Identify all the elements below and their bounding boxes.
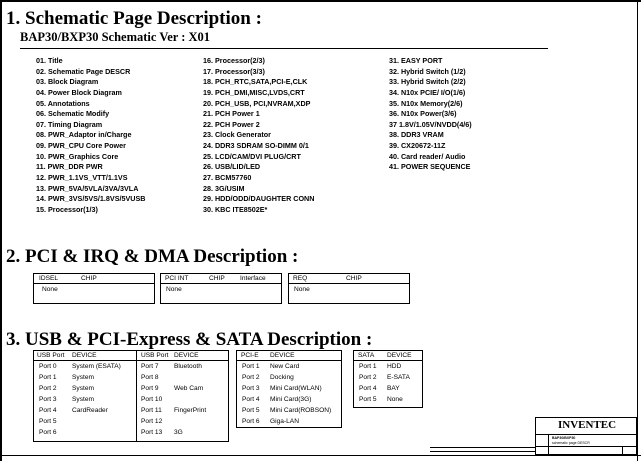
table-cell: Port 4 — [359, 385, 377, 392]
page-list-item: 40. Card reader/ Audio — [389, 151, 466, 161]
page-list-item: 27. BCM57760 — [203, 173, 252, 183]
table-cell: New Card — [270, 363, 300, 370]
pci-int-table — [160, 273, 282, 304]
page-list-item: 41. POWER SEQUENCE — [389, 162, 471, 172]
page-list-item: 31. EASY PORT — [389, 56, 443, 65]
page-list-column-2 — [203, 56, 314, 216]
table-cell: System — [72, 396, 94, 403]
table-cell: Mini Card(3G) — [270, 396, 312, 403]
table-cell: Port 2 — [359, 374, 377, 381]
section1-subtitle: BAP30/BXP30 Schematic Ver : X01 — [20, 30, 211, 44]
section3-title: 3. USB & PCI-Express & SATA Description : — [6, 329, 373, 350]
table-cell: E-SATA — [387, 374, 410, 381]
revision-strip-line — [430, 451, 535, 452]
column-header: CHIP — [346, 275, 362, 282]
table-cell: Port 7 — [141, 363, 159, 370]
table-cell: Port 6 — [39, 429, 57, 436]
section1-title: 1. Schematic Page Description : — [6, 8, 262, 29]
table-header — [161, 274, 281, 284]
table-cell: 3G — [174, 429, 183, 436]
column-header: PCI INT — [165, 275, 189, 282]
table-cell: Port 1 — [242, 363, 260, 370]
table-cell: System (ESATA) — [72, 363, 121, 370]
column-header: CHIP — [209, 275, 225, 282]
page-list-item: 26. USB/LID/LED — [203, 162, 261, 172]
company-name: INVENTEC — [558, 419, 617, 431]
table-cell: Web Cam — [174, 385, 204, 392]
page-list-item: 29. HDD/ODD/DAUGHTER CONN — [203, 194, 315, 204]
table-cell: Mini Card(WLAN) — [270, 385, 322, 392]
table-header — [354, 351, 422, 361]
table-cell: Giga-LAN — [270, 418, 299, 425]
column-header: DEVICE — [270, 352, 295, 359]
column-header: USB Port — [141, 352, 169, 359]
idsel-table — [33, 273, 155, 304]
page-list-item: 17. Processor(3/3) — [203, 66, 265, 76]
table-cell: System — [72, 374, 94, 381]
title-block-sheet-title: schematic page DESCR — [552, 441, 590, 445]
table-cell: Port 8 — [141, 374, 159, 381]
usb-table — [33, 350, 229, 442]
column-header: DEVICE — [387, 352, 412, 359]
title-block-divider — [536, 434, 636, 435]
column-header: DEVICE — [72, 352, 97, 359]
table-cell: Port 2 — [39, 385, 57, 392]
page-list-item: 08. PWR_Adaptor in/Charge — [36, 130, 132, 140]
page-list-item: 23. Clock Generator — [203, 130, 271, 140]
page-list-item: 21. PCH Power 1 — [203, 109, 260, 119]
page-list-item: 25. LCD/CAM/DVI PLUG/CRT — [203, 151, 301, 161]
page-list-item: 15. Processor(1/3) — [36, 204, 98, 214]
page-list-item: 37 1.8V/1.05V/NVDD(4/6) — [389, 119, 472, 129]
title-block-project: BAP30/BXP30 — [552, 436, 576, 440]
revision-strip-line — [430, 447, 535, 448]
page-list-item: 36. N10x Power(3/6) — [389, 109, 457, 119]
column-header: SATA — [358, 352, 375, 359]
table-cell: Port 4 — [242, 396, 260, 403]
sata-table — [353, 350, 423, 408]
table-cell: HDD — [387, 363, 402, 370]
table-cell: Port 0 — [39, 363, 57, 370]
table-divider — [136, 351, 137, 441]
page-list-item: 28. 3G/USIM — [203, 183, 245, 193]
page-list-item: 02. Schematic Page DESCR — [36, 66, 131, 76]
table-cell: Port 2 — [242, 374, 260, 381]
table-cell: None — [166, 286, 182, 293]
table-cell: BAY — [387, 385, 400, 392]
title-underline — [20, 48, 548, 49]
page-list-item: 06. Schematic Modify — [36, 109, 110, 119]
page-list-item: 05. Annotations — [36, 98, 90, 108]
table-cell: Port 13 — [141, 429, 163, 436]
page-list-item: 13. PWR_5VA/5VLA/3VA/3VLA — [36, 183, 139, 193]
table-cell: None — [42, 286, 58, 293]
page-list-item: 10. PWR_Graphics Core — [36, 151, 119, 161]
table-cell: Port 5 — [359, 396, 377, 403]
title-block-divider — [548, 434, 549, 454]
page-list-item: 14. PWR_3VS/5VS/1.8VS/5VUSB — [36, 194, 146, 204]
table-cell: Docking — [270, 374, 294, 381]
page-list-item: 07. Timing Diagram — [36, 119, 103, 129]
table-cell: Port 1 — [359, 363, 377, 370]
title-block-divider — [622, 446, 623, 454]
table-cell: Port 5 — [39, 418, 57, 425]
page-list-item: 39. CX20672-11Z — [389, 141, 446, 151]
table-cell: System — [72, 385, 94, 392]
table-cell: Port 3 — [242, 385, 260, 392]
table-header — [289, 274, 409, 284]
column-header: USB Port — [37, 352, 65, 359]
page-list-item: 38. DDR3 VRAM — [389, 130, 444, 140]
column-header: CHIP — [81, 275, 97, 282]
table-cell: Port 12 — [141, 418, 163, 425]
page-list-item: 30. KBC ITE8502E* — [203, 204, 268, 214]
column-header: Interface — [240, 275, 266, 282]
table-cell: None — [387, 396, 403, 403]
table-cell: Port 11 — [141, 407, 162, 414]
column-header: IDSEL — [39, 275, 59, 282]
title-block-divider — [536, 446, 636, 447]
frame-border-right — [637, 0, 638, 461]
table-cell: Port 1 — [39, 374, 57, 381]
table-cell: Port 10 — [141, 396, 163, 403]
page-list-item: 22. PCH Power 2 — [203, 119, 260, 129]
table-cell: FingerPrint — [174, 407, 207, 414]
table-header — [34, 351, 228, 361]
table-cell: None — [294, 286, 310, 293]
page-list-item: 20. PCH_USB, PCI,NVRAM,XDP — [203, 98, 311, 108]
page-list-item: 34. N10x PCIE/ I/O(1/6) — [389, 87, 466, 97]
table-cell: Port 4 — [39, 407, 57, 414]
table-cell: CardReader — [72, 407, 108, 414]
page-list-item: 11. PWR_DDR PWR — [36, 162, 103, 172]
page-list-item: 03. Block Diagram — [36, 77, 99, 87]
page-list-item: 16. Processor(2/3) — [203, 56, 265, 65]
table-cell: Port 5 — [242, 407, 260, 414]
page-list-item: 04. Power Block Diagram — [36, 87, 122, 97]
column-header: PCI-E — [241, 352, 259, 359]
column-header: DEVICE — [174, 352, 199, 359]
table-header — [34, 274, 154, 284]
page-list-item: 12. PWR_1.1VS_VTT/1.1VS — [36, 173, 128, 183]
table-cell: Port 3 — [39, 396, 57, 403]
frame-border-left — [0, 0, 2, 461]
page-list-item: 09. PWR_CPU Core Power — [36, 141, 126, 151]
page-list-item: 18. PCH_RTC,SATA,PCI-E,CLK — [203, 77, 308, 87]
frame-border-top — [0, 0, 641, 2]
req-table — [288, 273, 410, 304]
page-list-column-3 — [389, 56, 472, 173]
page-list-item: 24. DDR3 SDRAM SO-DIMM 0/1 — [203, 141, 309, 151]
page-list-item: 33. Hybrid Switch (2/2) — [389, 77, 466, 87]
table-cell: Port 6 — [242, 418, 260, 425]
table-cell: Bluetooth — [174, 363, 202, 370]
table-cell: Mini Card(ROBSON) — [270, 407, 332, 414]
table-cell: Port 9 — [141, 385, 159, 392]
frame-border-bottom — [0, 455, 641, 456]
column-header: REQ — [293, 275, 308, 282]
table-header — [237, 351, 341, 361]
page-list-item: 32. Hybrid Switch (1/2) — [389, 66, 466, 76]
page-list-item: 19. PCH_DMI,MISC,LVDS,CRT — [203, 87, 305, 97]
page-list-column-1 — [36, 56, 145, 216]
page-list-item: 01. Title — [36, 56, 63, 65]
page-list-item: 35. N10x Memory(2/6) — [389, 98, 463, 108]
section2-title: 2. PCI & IRQ & DMA Description : — [6, 246, 299, 267]
pcie-table — [236, 350, 342, 428]
